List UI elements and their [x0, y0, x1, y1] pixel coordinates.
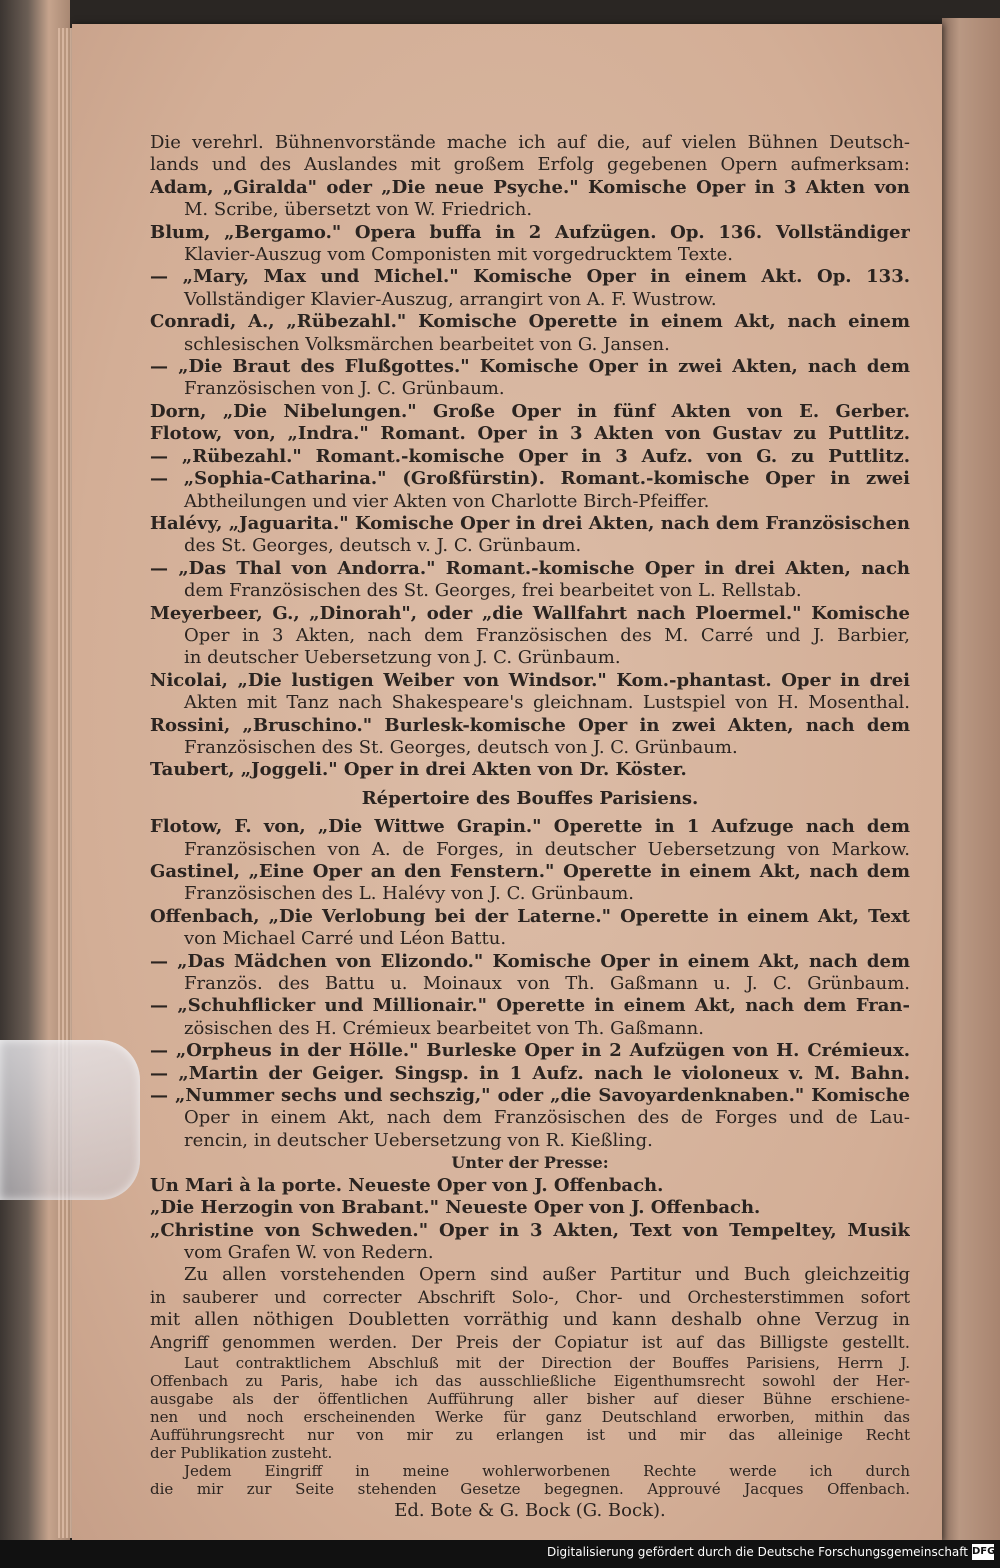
clear-page-clip — [0, 1040, 140, 1200]
text-line: „Christine von Schweden." Oper in 3 Akten, Text von Tempeltey, Musik — [150, 1219, 910, 1241]
text-line: „Die Herzogin von Brabant." Neueste Oper von J. Offenbach. — [150, 1197, 761, 1219]
text-line: Angriff genommen werden. Der Preis der Copiatur ist auf das Billigste gestellt. — [150, 1332, 910, 1352]
text-line: — „Schuhflicker und Millionair." Operette in einem Akt, nach dem Fran- — [150, 995, 910, 1017]
text-line: — „Sophia-Catharina." (Großfürstin). Romant.-komische Oper in zwei — [150, 468, 910, 490]
text-line: die mir zur Seite stehenden Gesetze begegnen. Approuvé Jacques Offenbach. — [150, 1479, 910, 1498]
text-line: des St. Georges, deutsch v. J. C. Grünbaum. — [184, 535, 582, 557]
text-line: Laut contraktlichem Abschluß mit der Direction der Bouffes Parisiens, Herrn J. — [184, 1353, 910, 1372]
text-line: — „Das Mädchen von Elizondo." Komische Oper in einem Akt, nach dem — [150, 950, 910, 972]
text-line: Conradi, A., „Rübezahl." Komische Operette in einem Akt, nach einem — [150, 311, 910, 333]
footer-credit: Digitalisierung gefördert durch die Deutsche Forschungsgemeinschaft — [546, 1545, 968, 1559]
text-line: Un Mari à la porte. Neueste Oper von J. Offenbach. — [150, 1174, 664, 1196]
dfg-logo-icon: DFG — [972, 1544, 994, 1560]
text-line: Vollständiger Klavier-Auszug, arrangirt von A. F. Wustrow. — [184, 288, 717, 310]
page-text — [150, 132, 910, 1522]
text-line: von Michael Carré und Léon Battu. — [184, 928, 507, 950]
text-line: nen und noch erscheinenden Werke für ganz Deutschland erworben, mithin das — [150, 1407, 910, 1426]
text-line: — „Nummer sechs und sechszig," oder „die Savoyardenknaben." Komische — [150, 1085, 910, 1107]
text-line: Abtheilungen und vier Akten von Charlotte Birch-Pfeiffer. — [184, 490, 710, 512]
text-line: Blum, „Bergamo." Opera buffa in 2 Aufzügen. Op. 136. Vollständiger — [150, 221, 910, 243]
text-line: Französischen von A. de Forges, in deutscher Uebersetzung von Markow. — [184, 838, 910, 860]
text-line: Klavier-Auszug vom Componisten mit vorgedrucktem Texte. — [184, 244, 733, 266]
text-line: Offenbach, „Die Verlobung bei der Laterne." Operette in einem Akt, Text — [150, 905, 910, 927]
text-line: dem Französischen des St. Georges, frei bearbeitet von L. Rellstab. — [184, 580, 802, 602]
text-line: Zu allen vorstehenden Opern sind außer Partitur und Buch gleichzeitig — [184, 1264, 910, 1286]
text-line: Oper in 3 Akten, nach dem Französischen des M. Carré und J. Barbier, — [184, 624, 910, 646]
text-line: Nicolai, „Die lustigen Weiber von Windsor." Kom.-phantast. Oper in drei — [150, 669, 910, 691]
text-line: Französischen des L. Halévy von J. C. Grünbaum. — [184, 883, 634, 905]
text-line: — „Mary, Max und Michel." Komische Oper in einem Akt. Op. 133. — [150, 266, 910, 288]
text-line: vom Grafen W. von Redern. — [184, 1241, 434, 1263]
text-line: Die verehrl. Bühnenvorstände mache ich auf die, auf vielen Bühnen Deutsch- — [150, 132, 910, 153]
text-line: Offenbach zu Paris, habe ich das ausschließliche Eigenthumsrecht sowohl der Her- — [150, 1371, 910, 1390]
text-line: Dorn, „Die Nibelungen." Große Oper in fünf Akten von E. Gerber. — [150, 400, 910, 422]
text-line: Oper in einem Akt, nach dem Französischen des de Forges und de Lau- — [184, 1107, 910, 1129]
text-line: Rossini, „Bruschino." Burlesk-komische Oper in zwei Akten, nach dem — [150, 714, 910, 736]
text-line: in sauberer und correcter Abschrift Solo-, Chor- und Orchesterstimmen sofort — [150, 1287, 910, 1307]
text-line: ausgabe als der öffentlichen Aufführung aller bisher auf dieser Bühne erschiene- — [150, 1389, 910, 1408]
publisher-line: Ed. Bote & G. Bock (G. Bock). — [394, 1499, 666, 1521]
text-line: zösischen des H. Crémieux bearbeitet von Th. Gaßmann. — [184, 1017, 704, 1039]
text-line: schlesischen Volksmärchen bearbeitet von G. Jansen. — [184, 333, 670, 355]
section-heading: Répertoire des Bouffes Parisiens. — [361, 787, 699, 809]
text-line: in deutscher Uebersetzung von J. C. Grünbaum. — [184, 647, 621, 669]
text-line: Meyerbeer, G., „Dinorah", oder „die Wallfahrt nach Ploermel." Komische — [150, 602, 910, 624]
text-line: mit allen nöthigen Doubletten vorräthig und kann deshalb ohne Verzug in — [150, 1309, 910, 1331]
text-line: Akten mit Tanz nach Shakespeare's gleichnam. Lustspiel von H. Mosenthal. — [184, 692, 910, 714]
text-line: Aufführungsrecht nur von mir zu erlangen ist und mir das alleinige Recht — [150, 1425, 910, 1444]
text-line: — „Das Thal von Andorra." Romant.-komische Oper in drei Akten, nach — [150, 557, 910, 579]
text-line: Französischen von J. C. Grünbaum. — [184, 378, 505, 400]
text-line: M. Scribe, übersetzt von W. Friedrich. — [184, 199, 533, 221]
section-heading: Unter der Presse: — [451, 1153, 609, 1173]
text-line: Jedem Eingriff in meine wohlerworbenen Rechte werde ich durch — [184, 1461, 910, 1480]
text-line: — „Rübezahl." Romant.-komische Oper in 3 Aufz. von G. zu Puttlitz. — [150, 445, 910, 467]
text-line: — „Die Braut des Flußgottes." Komische Oper in zwei Akten, nach dem — [150, 356, 910, 378]
text-line: Halévy, „Jaguarita." Komische Oper in drei Akten, nach dem Französischen — [150, 512, 910, 534]
text-line: lands und des Auslandes mit großem Erfolg gegebenen Opern aufmerksam: — [150, 154, 910, 176]
text-line: Taubert, „Joggeli." Oper in drei Akten von Dr. Köster. — [150, 759, 687, 781]
text-line: rencin, in deutscher Uebersetzung von R. Kießling. — [184, 1129, 653, 1151]
facing-page-edge — [942, 18, 1000, 1548]
text-line: Gastinel, „Eine Oper an den Fenstern." Operette in einem Akt, nach dem — [150, 861, 910, 882]
text-line: — „Martin der Geiger. Singsp. in 1 Aufz. nach le violoneux v. M. Bahn. — [150, 1062, 910, 1084]
text-line: Flotow, von, „Indra." Romant. Oper in 3 Akten von Gustav zu Puttlitz. — [150, 423, 910, 445]
text-line: Französ. des Battu u. Moinaux von Th. Gaßmann u. J. C. Grünbaum. — [184, 973, 910, 995]
text-line: — „Orpheus in der Hölle." Burleske Oper in 2 Aufzügen von H. Crémieux. — [150, 1040, 910, 1062]
text-line: Adam, „Giralda" oder „Die neue Psyche." Komische Oper in 3 Akten von — [150, 176, 910, 198]
text-line: der Publikation zusteht. — [150, 1443, 333, 1462]
text-line: Flotow, F. von, „Die Wittwe Grapin." Operette in 1 Aufzuge nach dem — [150, 816, 910, 838]
text-line: Französischen des St. Georges, deutsch von J. C. Grünbaum. — [184, 736, 738, 758]
